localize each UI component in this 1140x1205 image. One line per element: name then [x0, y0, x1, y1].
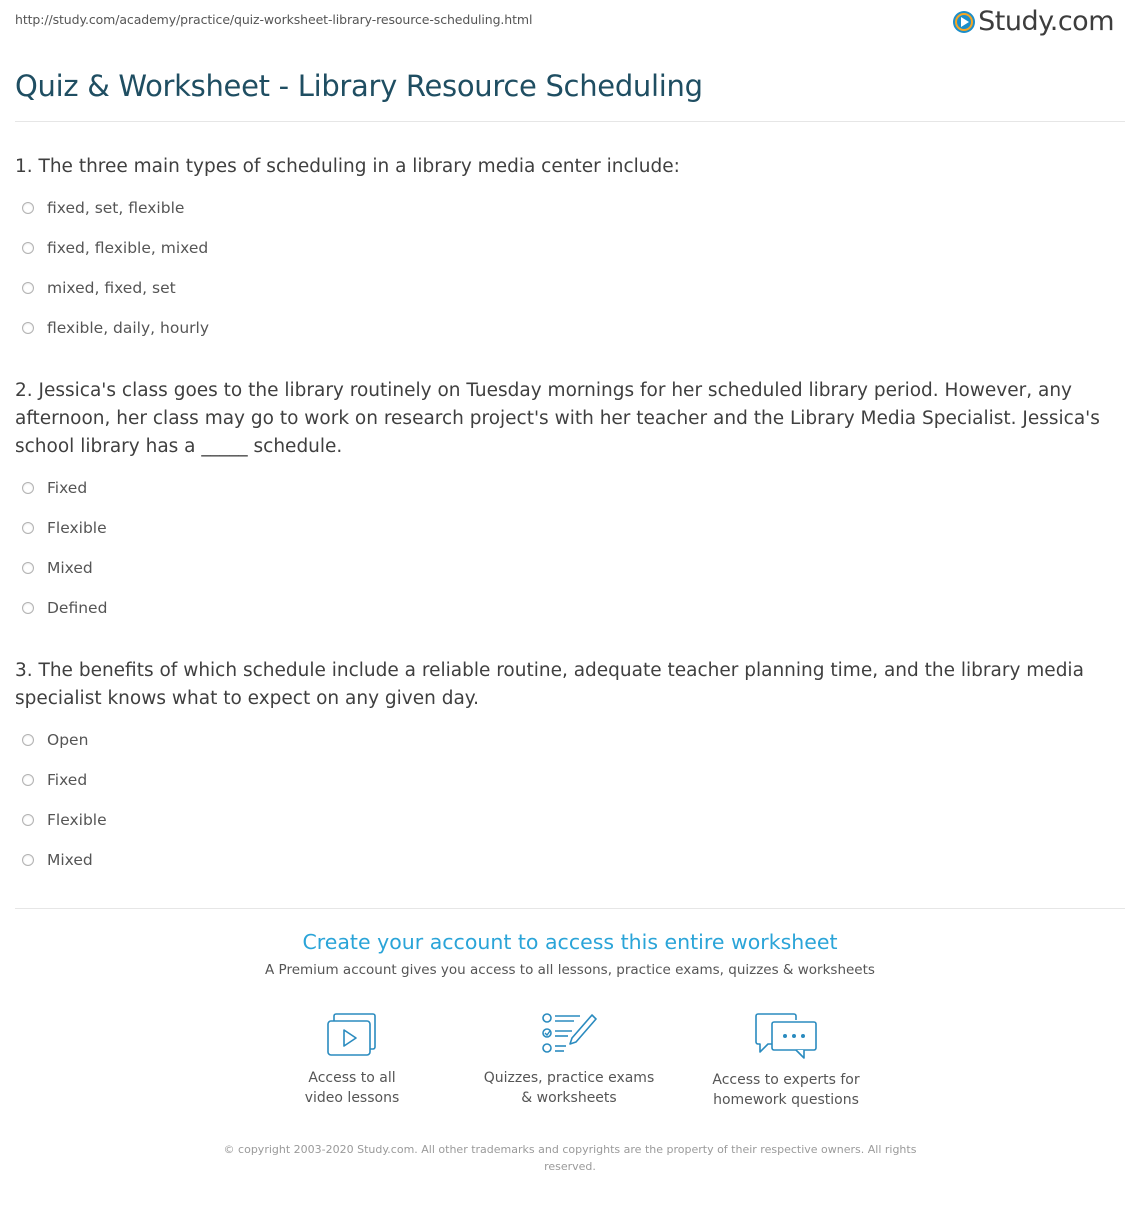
answer-option[interactable] — [22, 840, 107, 880]
question-2-options — [22, 468, 107, 628]
feature-label-line: video lessons — [304, 1090, 400, 1106]
feature-label-line: homework questions — [713, 1092, 859, 1108]
answer-option[interactable] — [22, 188, 209, 228]
answer-option[interactable] — [22, 308, 209, 348]
radio-button[interactable] — [22, 482, 34, 494]
option-label: Fixed — [47, 771, 88, 789]
option-label: mixed, fixed, set — [47, 279, 176, 297]
logo-text: Study.com — [978, 6, 1114, 37]
play-logo-icon — [953, 11, 975, 33]
option-label: Fixed — [47, 479, 88, 497]
option-label: Mixed — [47, 851, 93, 869]
feature-label-line: Access to all — [308, 1070, 396, 1086]
option-label: Open — [47, 731, 89, 749]
answer-option[interactable] — [22, 468, 107, 508]
radio-button[interactable] — [22, 202, 34, 214]
option-label: Flexible — [47, 811, 107, 829]
answer-option[interactable] — [22, 548, 107, 588]
radio-button[interactable] — [22, 322, 34, 334]
page-url: http://study.com/academy/practice/quiz-worksheet-library-resource-scheduling.html — [15, 12, 533, 27]
option-label: flexible, daily, hourly — [47, 319, 210, 337]
feature-experts — [686, 1012, 886, 1110]
answer-option[interactable] — [22, 760, 107, 800]
option-label: fixed, set, flexible — [47, 199, 185, 217]
question-1-options — [22, 188, 209, 348]
answer-option[interactable] — [22, 268, 209, 308]
radio-button[interactable] — [22, 242, 34, 254]
question-3-text: 3. The benefits of which schedule include a reliable routine, adequate teacher planning time, and the library media specialist knows what to expect on any given day. — [15, 660, 1084, 709]
feature-label — [469, 1068, 669, 1108]
feature-label-line: Access to experts for — [712, 1072, 860, 1088]
chat-bubbles-icon — [754, 1012, 818, 1060]
section-divider — [15, 908, 1125, 909]
feature-label-line: Quizzes, practice exams — [483, 1070, 655, 1086]
answer-option[interactable] — [22, 508, 107, 548]
option-label: fixed, flexible, mixed — [47, 239, 209, 257]
question-1-text: 1. The three main types of scheduling in a library media center include: — [15, 156, 680, 177]
answer-option[interactable] — [22, 588, 107, 628]
feature-label — [252, 1068, 452, 1108]
radio-button[interactable] — [22, 522, 34, 534]
option-label: Defined — [47, 599, 108, 617]
video-lesson-icon — [326, 1012, 378, 1058]
option-label: Flexible — [47, 519, 107, 537]
radio-button[interactable] — [22, 734, 34, 746]
answer-option[interactable] — [22, 720, 107, 760]
radio-button[interactable] — [22, 814, 34, 826]
feature-video-lessons — [252, 1012, 452, 1108]
radio-button[interactable] — [22, 774, 34, 786]
question-2-text: 2. Jessica's class goes to the library routinely on Tuesday mornings for her scheduled library period. However, any afternoon, her class may go to work on research project's with her teacher and the Library Media Specialist. Jessica's school library has a _____ schedule. — [15, 380, 1100, 457]
feature-label — [686, 1070, 886, 1110]
page-title: Quiz & Worksheet - Library Resource Scheduling — [15, 69, 703, 103]
feature-quizzes — [469, 1012, 669, 1108]
copyright-line: © copyright 2003-2020 Study.com. All other trademarks and copyrights are the property of their respective owners. All rights — [223, 1143, 917, 1156]
option-label: Mixed — [47, 559, 93, 577]
radio-button[interactable] — [22, 854, 34, 866]
radio-button[interactable] — [22, 562, 34, 574]
answer-option[interactable] — [22, 800, 107, 840]
radio-button[interactable] — [22, 602, 34, 614]
create-account-link[interactable]: Create your account to access this entire worksheet — [302, 930, 838, 954]
title-divider — [15, 121, 1125, 122]
study-logo[interactable] — [953, 6, 1114, 37]
answer-option[interactable] — [22, 228, 209, 268]
copyright-line: reserved. — [544, 1160, 596, 1173]
quiz-checklist-icon — [540, 1012, 598, 1058]
feature-label-line: & worksheets — [521, 1090, 617, 1106]
radio-button[interactable] — [22, 282, 34, 294]
copyright-notice — [215, 1141, 925, 1175]
question-3-options — [22, 720, 107, 880]
premium-description: A Premium account gives you access to all lessons, practice exams, quizzes & worksheets — [265, 962, 875, 978]
